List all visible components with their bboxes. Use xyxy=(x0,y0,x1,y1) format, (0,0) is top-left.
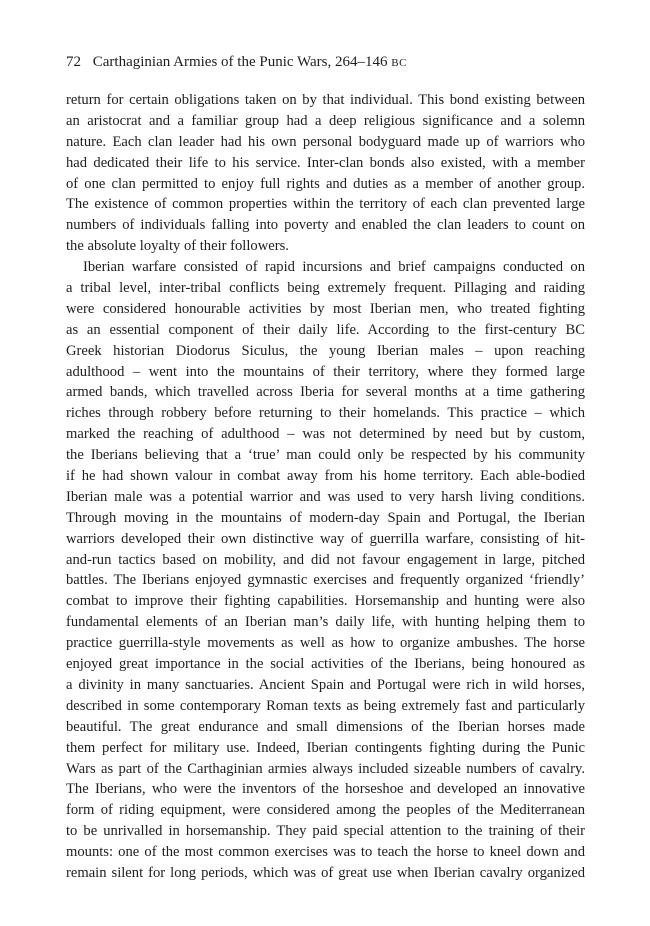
text-line: nature. Each clan leader had his own personal bodyguard made up of warriors who xyxy=(66,133,585,150)
running-head xyxy=(66,52,586,73)
text-line: an aristocrat and a familiar group had a deep religious significance and a solemn xyxy=(66,112,585,129)
text-line: numbers of individuals falling into poverty and enabled the clan leaders to count on xyxy=(66,217,585,234)
text-line: Iberian male was a potential warrior and was used to very harsh living conditions. xyxy=(66,488,585,505)
text-line: remain silent for long periods, which was of great use when Iberian cavalry organized xyxy=(66,864,585,881)
text-line: mounts: one of the most common exercises was to teach the horse to kneel down and xyxy=(66,844,585,861)
text-line: a tribal level, inter-tribal conflicts being extremely frequent. Pillaging and raiding xyxy=(66,280,585,297)
text-line: warriors developed their own distinctive way of guerrilla warfare, consisting of hit- xyxy=(66,530,585,547)
page-number: 72 xyxy=(66,54,81,70)
text-line: return for certain obligations taken on by that individual. This bond existing between xyxy=(66,92,585,108)
text-line: to be unrivalled in horsemanship. They paid special attention to the training of their xyxy=(66,823,585,840)
text-line: of one clan permitted to enjoy full rights and duties as a member of another group. xyxy=(66,175,585,192)
text-line: Iberian warfare consisted of rapid incursions and brief campaigns conducted on xyxy=(83,259,585,276)
text-line: and-run tactics based on mobility, and did not favour engagement in large, pitched xyxy=(66,551,585,568)
text-line: adulthood – went into the mountains of their territory, where they formed large xyxy=(66,363,585,380)
text-line: marked the reaching of adulthood – was not determined by need but by custom, xyxy=(66,426,585,443)
text-line: practice guerrilla-style movements as well as how to organize ambushes. The horse xyxy=(66,635,585,652)
text-line: a divinity in many sanctuaries. Ancient Spain and Portugal were rich in wild horses, xyxy=(66,676,585,693)
paragraph xyxy=(66,257,585,884)
text-line: riches through robbery before returning to their homelands. This practice – which xyxy=(66,405,585,422)
text-line: The Iberians, who were the inventors of the horseshoe and developed an innovative xyxy=(66,781,585,798)
text-line: battles. The Iberians enjoyed gymnastic exercises and frequently organized ‘friendly’ xyxy=(66,572,585,589)
text-line: The existence of common properties within the territory of each clan prevented large xyxy=(66,196,585,213)
text-line: Through moving in the mountains of modern-day Spain and Portugal, the Iberian xyxy=(66,509,585,526)
text-line: enjoyed great importance in the social activities of the Iberians, being honoured as xyxy=(66,656,585,673)
text-line: them perfect for military use. Indeed, Iberian contingents fighting during the Punic xyxy=(66,739,585,756)
text-line: Wars as part of the Carthaginian armies always included sizeable numbers of cavalry. xyxy=(66,760,585,777)
book-title-era: BC xyxy=(391,57,407,69)
text-line: as an essential component of their daily life. According to the first-century BC xyxy=(66,321,585,338)
text-line: if he had shown valour in combat away from his home territory. Each able-bodied xyxy=(66,468,585,485)
text-line: were considered honourable activities by most Iberian men, who treated fighting xyxy=(66,300,585,317)
text-line: combat to improve their fighting capabilities. Horsemanship and hunting were also xyxy=(66,593,585,610)
text-line: the Iberians believing that a ‘true’ man could only be respected by his community xyxy=(66,447,585,464)
text-line: Greek historian Diodorus Siculus, the young Iberian males – upon reaching xyxy=(66,342,585,359)
text-line: had dedicated their life to his service. Inter-clan bonds also existed, with a member xyxy=(66,154,585,171)
body-text xyxy=(66,90,585,884)
text-line: the absolute loyalty of their followers. xyxy=(66,238,289,255)
paragraph xyxy=(66,90,585,257)
text-line: armed bands, which travelled across Iberia for several months at a time gathering xyxy=(66,384,585,401)
text-line: fundamental elements of an Iberian man’s daily life, with hunting helping them to xyxy=(66,614,585,631)
text-line: beautiful. The great endurance and small dimensions of the Iberian horses made xyxy=(66,718,585,735)
book-title: Carthaginian Armies of the Punic Wars, 264–146 xyxy=(92,54,388,70)
text-line: described in some contemporary Roman texts as being extremely fast and particularly xyxy=(66,697,585,714)
text-line: form of riding equipment, were considered among the peoples of the Mediterranean xyxy=(66,802,585,819)
